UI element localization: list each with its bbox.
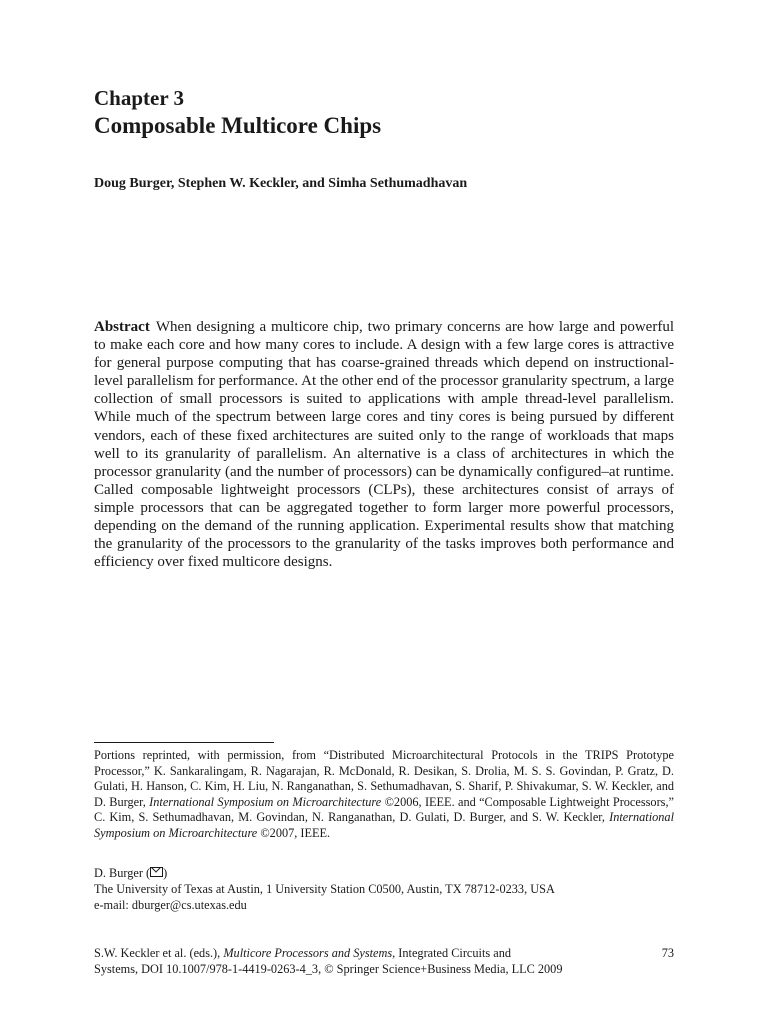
paren-open: (: [146, 866, 151, 880]
abstract-text: When designing a multicore chip, two primary concerns are how large and powerful to make each core and how many cores to include. A design with a few large cores is attractive for general purpose computing that has coarse-grained threads which depend on instructional-level parallelism for performance. At the other end of the processor granularity spectrum, a large collection of small processors is suited to applications with ample thread-level parallelism. While much of the spectrum between large cores and tiny cores is being pursued by different vendors, each of these fixed architectures are suited only to the range of workloads that maps well to its granularity of parallelism. An alternative is a class of architectures in which the processor granularity (and the number of processors) can be dynamically configured–at runtime. Called composable lightweight processors (CLPs), these architectures consist of arrays of simple processors that can be aggregated together to form larger more powerful processors, depending on the demand of the running application. Experimental results show that matching the granularity of the processors to the granularity of the tasks improves both performance and efficiency over fixed multicore designs.: [94, 319, 674, 571]
citation-series: , Integrated Circuits and: [392, 946, 511, 960]
footnote-divider: [94, 742, 274, 743]
citation-source: [94, 945, 511, 961]
footnote-text-1: Portions reprinted, with permission, from “Distributed Microarchitectural Protocols in the TRIPS Prototype Processor,” K. Sankaralingam, R. Nagarajan, R. McDonald, R. Desikan, S. Drolia, M. S. S. Govindan, P. Gratz, D. Gulati, H. Hanson, C. Kim, H. Liu, N. Ranganathan, S. Sethumadhavan, S. Sharif, P. Shivakumar, S. W. Keckler, and D. Burger,: [94, 748, 674, 809]
page-number: 73: [661, 946, 674, 960]
affiliation: [94, 865, 674, 913]
abstract: [94, 318, 674, 571]
corresponding-author: [94, 865, 674, 881]
institution-address: The University of Texas at Austin, 1 University Station C0500, Austin, TX 78712-0233, USA: [94, 882, 555, 896]
footnote: [94, 748, 674, 842]
footnote-text-2: ©2006, IEEE. and “Composable Lightweight Processors,” C. Kim, S. Sethumadhavan, M. Govindan, N. Ranganathan, D. Gulati, D. Burger, and S. W. Keckler,: [94, 794, 674, 825]
abstract-label: Abstract: [94, 319, 150, 335]
citation-editors: S.W. Keckler et al. (eds.),: [94, 946, 221, 960]
author-name: D. Burger: [94, 866, 143, 880]
chapter-number: Chapter 3: [94, 86, 185, 110]
footnote-text-3: ©2007, IEEE.: [260, 825, 331, 840]
citation-line-1: [94, 945, 674, 961]
chapter-title: Composable Multicore Chips: [94, 113, 382, 138]
footnote-venue-1: International Symposium on Microarchitecture: [149, 794, 382, 809]
author-list: Doug Burger, Stephen W. Keckler, and Simha Sethumadhavan: [94, 176, 468, 191]
citation-book-title: Multicore Processors and Systems: [223, 946, 393, 960]
paren-close: ): [163, 866, 168, 880]
page-citation: [94, 945, 674, 977]
citation-line-2: Systems, DOI 10.1007/978-1-4419-0263-4_3, © Springer Science+Business Media, LLC 2009: [94, 962, 563, 976]
author-email: e-mail: dburger@cs.utexas.edu: [94, 898, 247, 912]
footnote-venue-2: International Symposium on Microarchitecture: [94, 810, 674, 840]
envelope-icon: [150, 867, 163, 877]
